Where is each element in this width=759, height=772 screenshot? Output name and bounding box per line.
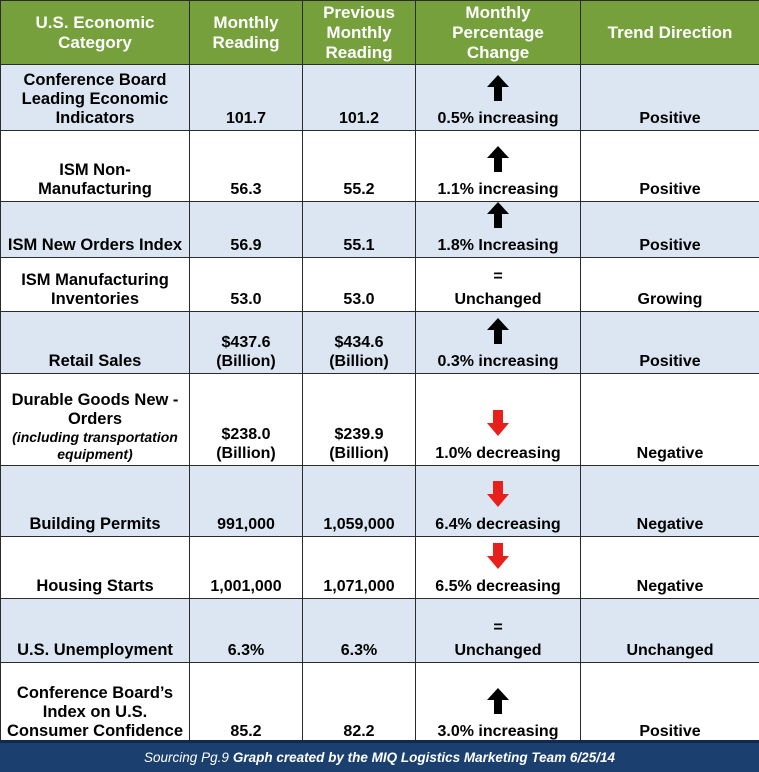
monthly-reading-cell: 85.2 bbox=[190, 663, 303, 744]
category-cell bbox=[1, 599, 190, 663]
header-monthly-reading: Monthly Reading bbox=[190, 1, 303, 65]
monthly-reading-cell: $437.6 (Billion) bbox=[190, 312, 303, 374]
percentage-change-cell bbox=[416, 466, 581, 537]
trend-direction-cell: Positive bbox=[581, 663, 759, 744]
down-arrow-icon bbox=[484, 410, 512, 436]
percentage-change-cell bbox=[416, 131, 581, 202]
previous-reading-cell: 55.1 bbox=[303, 202, 416, 258]
monthly-reading-cell: 991,000 bbox=[190, 466, 303, 537]
percentage-change-text: 0.3% increasing bbox=[437, 353, 559, 370]
footer-source: Sourcing Pg.9 bbox=[144, 750, 229, 765]
previous-reading-cell: 55.2 bbox=[303, 131, 416, 202]
table-header-row bbox=[1, 1, 759, 65]
previous-reading-cell: 101.2 bbox=[303, 65, 416, 131]
table-row bbox=[1, 466, 759, 537]
category-cell bbox=[1, 131, 190, 202]
trend-direction-cell: Growing bbox=[581, 258, 759, 312]
monthly-reading-cell: 101.7 bbox=[190, 65, 303, 131]
trend-direction-cell: Negative bbox=[581, 466, 759, 537]
category-cell bbox=[1, 374, 190, 466]
table-row bbox=[1, 663, 759, 744]
percentage-change-cell bbox=[416, 599, 581, 663]
percentage-change-cell bbox=[416, 312, 581, 374]
category-cell bbox=[1, 258, 190, 312]
category-label: Conference Board Leading Economic Indicators bbox=[21, 71, 169, 127]
up-arrow-icon bbox=[487, 202, 509, 228]
footer-bar bbox=[0, 740, 759, 772]
percentage-change-text: 6.4% decreasing bbox=[435, 516, 561, 533]
table-row bbox=[1, 599, 759, 663]
category-label: Building Permits bbox=[29, 515, 161, 533]
previous-reading-cell: 6.3% bbox=[303, 599, 416, 663]
trend-direction-cell: Negative bbox=[581, 537, 759, 599]
down-arrow-icon bbox=[484, 481, 512, 507]
trend-direction-cell: Negative bbox=[581, 374, 759, 466]
category-cell bbox=[1, 663, 190, 744]
previous-reading-cell: 53.0 bbox=[303, 258, 416, 312]
category-cell bbox=[1, 202, 190, 258]
percentage-change-text: 1.8% Increasing bbox=[437, 237, 559, 254]
previous-reading-cell: 82.2 bbox=[303, 663, 416, 744]
monthly-reading-cell: 6.3% bbox=[190, 599, 303, 663]
percentage-change-text: 6.5% decreasing bbox=[435, 578, 561, 595]
category-label: ISM Non-Manufacturing bbox=[38, 161, 152, 198]
equals-icon: = bbox=[493, 268, 503, 285]
percentage-change-cell bbox=[416, 202, 581, 258]
percentage-change-text: 1.1% increasing bbox=[437, 181, 559, 198]
trend-direction-cell: Positive bbox=[581, 312, 759, 374]
up-arrow-icon bbox=[487, 688, 509, 714]
table-row bbox=[1, 131, 759, 202]
table-row bbox=[1, 202, 759, 258]
percentage-change-cell bbox=[416, 65, 581, 131]
previous-reading-cell: 1,059,000 bbox=[303, 466, 416, 537]
percentage-change-text: Unchanged bbox=[454, 642, 542, 659]
trend-direction-cell: Unchanged bbox=[581, 599, 759, 663]
up-arrow-icon bbox=[487, 146, 509, 172]
previous-reading-cell: $434.6 (Billion) bbox=[303, 312, 416, 374]
monthly-reading-cell: 53.0 bbox=[190, 258, 303, 312]
category-label: Durable Goods New -Orders bbox=[11, 391, 179, 428]
category-cell bbox=[1, 65, 190, 131]
header-trend-direction: Trend Direction bbox=[581, 1, 759, 65]
monthly-reading-cell: $238.0 (Billion) bbox=[190, 374, 303, 466]
table-row bbox=[1, 537, 759, 599]
category-cell bbox=[1, 466, 190, 537]
table-row bbox=[1, 312, 759, 374]
category-cell bbox=[1, 312, 190, 374]
category-label: Housing Starts bbox=[36, 577, 154, 595]
percentage-change-text: Unchanged bbox=[454, 291, 542, 308]
trend-direction-cell: Positive bbox=[581, 202, 759, 258]
trend-direction-cell: Positive bbox=[581, 131, 759, 202]
percentage-change-text: 1.0% decreasing bbox=[435, 445, 561, 462]
footer-credit: Graph created by the MIQ Logistics Marketing Team 6/25/14 bbox=[232, 750, 615, 765]
table-row bbox=[1, 65, 759, 131]
up-arrow-icon bbox=[487, 75, 509, 101]
down-arrow-icon bbox=[484, 543, 512, 569]
percentage-change-cell bbox=[416, 374, 581, 466]
percentage-change-cell bbox=[416, 663, 581, 744]
header-category: U.S. Economic Category bbox=[1, 1, 190, 65]
monthly-reading-cell: 56.9 bbox=[190, 202, 303, 258]
percentage-change-cell bbox=[416, 537, 581, 599]
header-percentage-change: Monthly Percentage Change bbox=[416, 1, 581, 65]
previous-reading-cell: 1,071,000 bbox=[303, 537, 416, 599]
previous-reading-cell: $239.9 (Billion) bbox=[303, 374, 416, 466]
percentage-change-text: 0.5% increasing bbox=[437, 110, 559, 127]
category-cell bbox=[1, 537, 190, 599]
category-note: (including transportation equipment) bbox=[12, 429, 178, 462]
table-body bbox=[1, 65, 759, 744]
category-label: Retail Sales bbox=[48, 352, 142, 370]
table-row bbox=[1, 374, 759, 466]
monthly-reading-cell: 56.3 bbox=[190, 131, 303, 202]
category-label: ISM New Orders Index bbox=[7, 236, 183, 254]
trend-direction-cell: Positive bbox=[581, 65, 759, 131]
up-arrow-icon bbox=[487, 318, 509, 344]
header-previous-reading: Previous Monthly Reading bbox=[303, 1, 416, 65]
category-label: Conference Board’s Index on U.S. Consumer Confidence bbox=[6, 684, 184, 740]
percentage-change-text: 3.0% increasing bbox=[437, 723, 559, 740]
monthly-reading-cell: 1,001,000 bbox=[190, 537, 303, 599]
equals-icon: = bbox=[493, 619, 503, 636]
percentage-change-cell bbox=[416, 258, 581, 312]
table-row bbox=[1, 258, 759, 312]
category-label: ISM Manufacturing Inventories bbox=[21, 271, 169, 308]
category-label: U.S. Unemployment bbox=[17, 641, 173, 659]
